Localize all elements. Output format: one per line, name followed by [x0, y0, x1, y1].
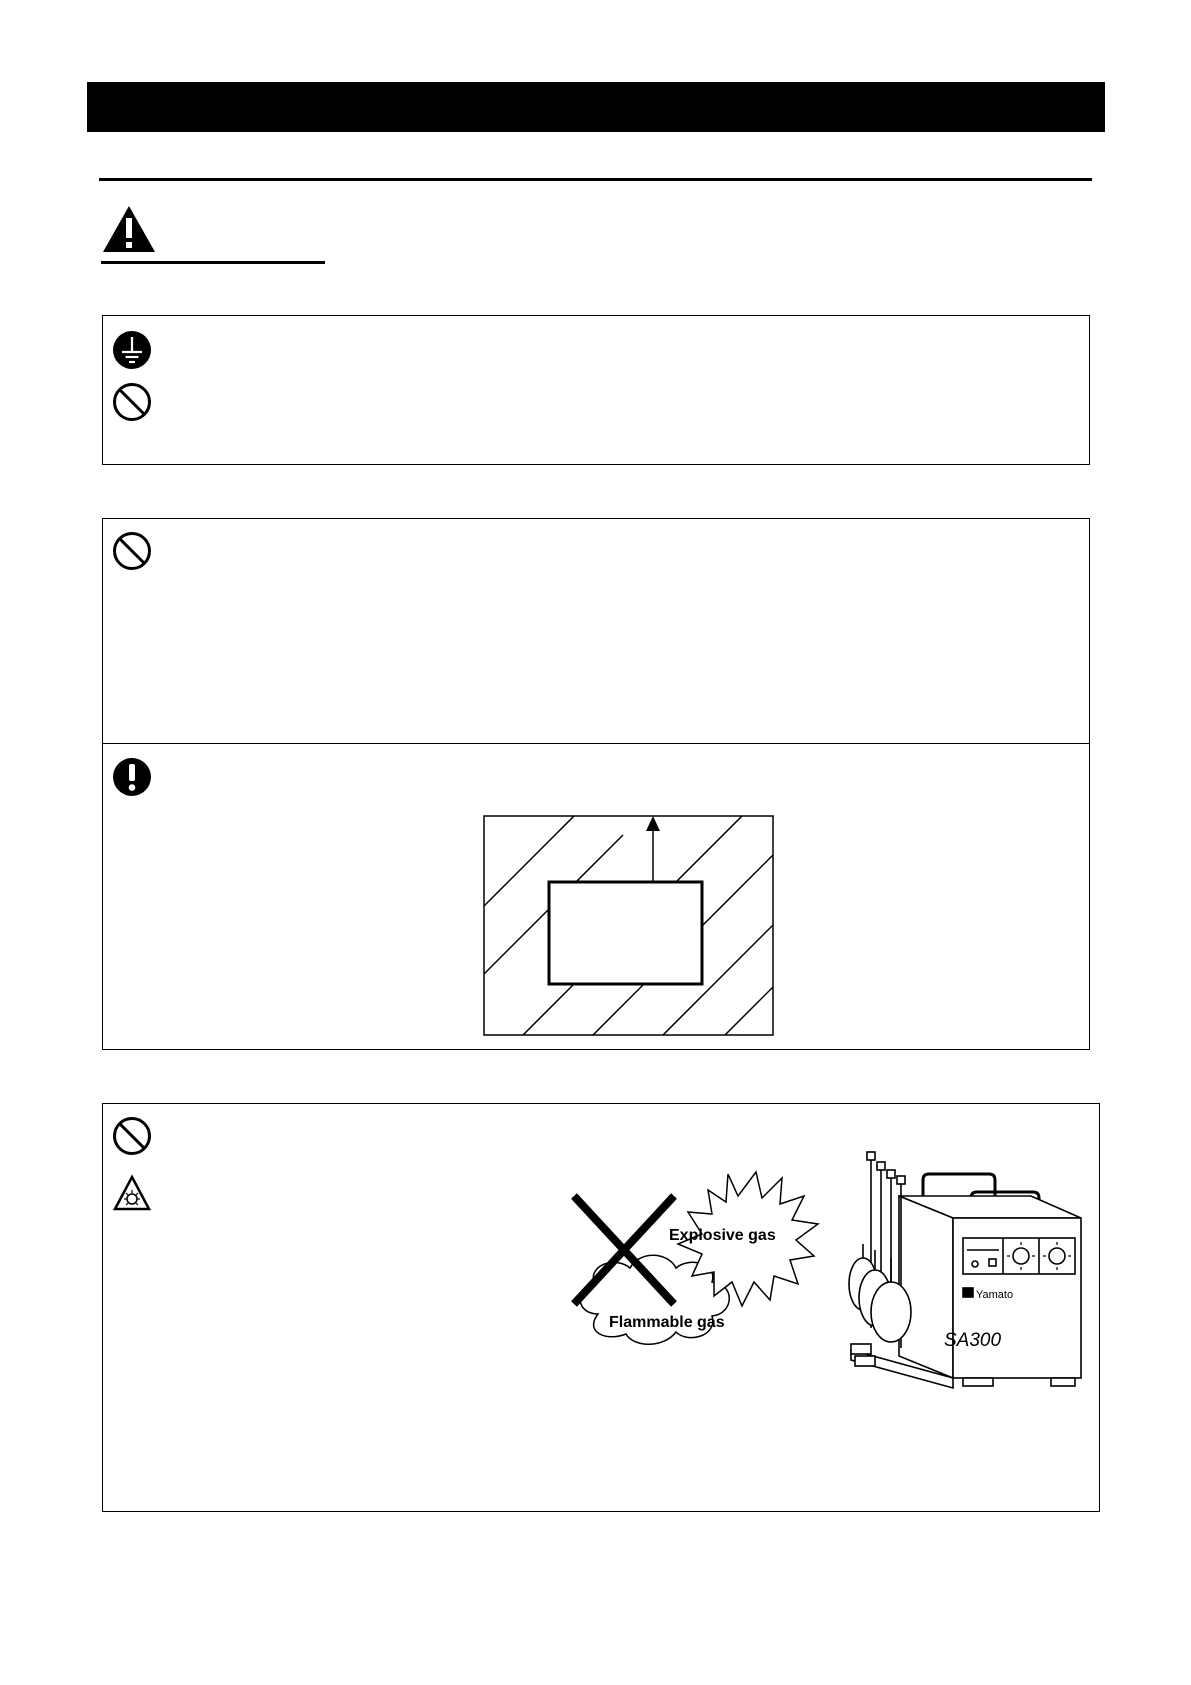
flammable-gas-label: Flammable gas — [609, 1314, 725, 1331]
product-model: SA300 — [944, 1330, 1002, 1351]
warning-triangle-icon — [101, 204, 157, 254]
ignition-hazard-icon — [112, 1174, 152, 1214]
warning-heading-underline — [101, 261, 325, 264]
prohibited-icon — [112, 1116, 152, 1156]
product-illustration — [811, 1138, 1101, 1398]
warning-heading — [101, 202, 325, 264]
flammable-gas-illustration — [568, 1164, 838, 1379]
section-title-bar — [87, 82, 1105, 132]
product-brand: Yamato — [976, 1289, 1014, 1301]
warning-box-grounding — [102, 315, 1090, 465]
warning-box-installation — [102, 518, 1090, 1050]
ground-icon — [112, 330, 152, 370]
prohibited-icon — [112, 531, 152, 571]
installation-clearance-diagram — [483, 815, 775, 1037]
explosive-gas-label: Explosive gas — [669, 1227, 776, 1244]
box-divider — [103, 743, 1089, 744]
prohibited-icon — [112, 382, 152, 422]
section-rule — [99, 178, 1092, 181]
exclamation-icon — [112, 757, 152, 797]
warning-box-flammable-gas — [102, 1103, 1100, 1512]
